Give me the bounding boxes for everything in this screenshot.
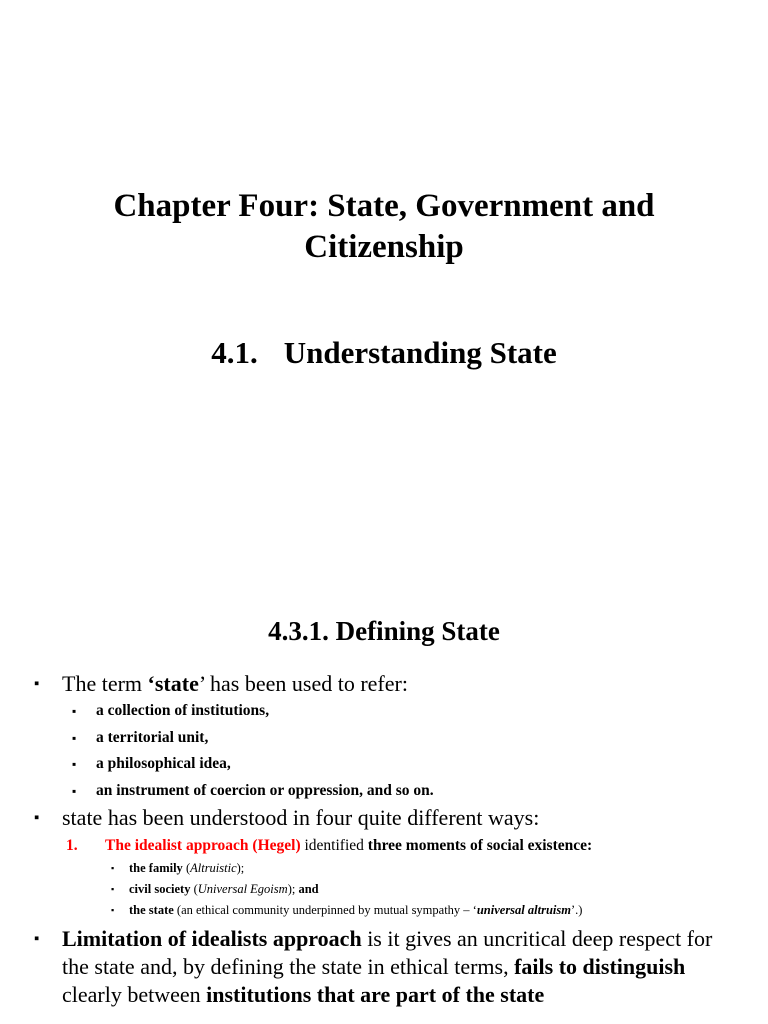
item-text-bold: three moments of social existence: — [367, 837, 593, 854]
square-bullet-icon: ▪ — [34, 676, 40, 692]
square-bullet-icon: ▪ — [111, 884, 115, 894]
slide-chapter-title — [0, 0, 768, 500]
sub-bullet-item — [0, 778, 768, 805]
square-bullet-icon: ▪ — [72, 783, 77, 798]
section-title-text: Understanding State — [283, 335, 557, 370]
bullet-four-ways — [0, 804, 768, 832]
slide-content — [0, 670, 768, 1009]
slide-defining-state — [0, 560, 768, 1024]
bullet-limitation — [0, 925, 768, 1009]
moment-description: (an ethical community underpinned by mutual sympathy – ‘ — [173, 903, 477, 917]
square-bullet-icon: ▪ — [72, 730, 77, 745]
moment-label: the state — [129, 903, 174, 917]
section-number: 4.1. — [211, 335, 258, 370]
sub-bullet-item — [0, 725, 768, 752]
item-number: 1. — [66, 837, 78, 854]
moment-label: the family — [129, 861, 183, 875]
sub-bullet-text: a territorial unit, — [96, 728, 209, 746]
moment-state — [0, 900, 768, 921]
bullet-term-state — [0, 670, 768, 698]
chapter-title: Chapter Four: State, Government and Citizenship — [113, 188, 655, 265]
moment-civil-society — [0, 879, 768, 900]
moment-label: civil society — [129, 882, 191, 896]
moment-description: ’.) — [570, 903, 583, 917]
sub-bullet-text: a philosophical idea, — [96, 755, 231, 772]
sub-bullet-text: an instrument of coercion or oppression, and so on. — [96, 781, 434, 799]
moment-term: Altruistic — [190, 861, 237, 875]
square-bullet-icon: ▪ — [72, 757, 77, 771]
moment-term: Universal Egoism — [197, 882, 288, 896]
numbered-item-idealist — [0, 834, 768, 858]
bold-phrase: fails to distinguish — [514, 954, 686, 979]
paren: ( — [182, 861, 191, 875]
sub-bullet-text: a collection of institutions, — [96, 702, 270, 719]
idealist-approach-label: The idealist approach (Hegel) — [105, 837, 301, 854]
moment-and: and — [298, 882, 319, 896]
square-bullet-icon: ▪ — [111, 863, 115, 873]
bullet-text: is it gives an uncritical deep respect for the state and, by defining the state in ethical terms, — [62, 926, 713, 979]
bullet-text: The term — [62, 671, 148, 696]
sub-bullet-item — [0, 698, 768, 725]
square-bullet-icon: ▪ — [34, 931, 40, 947]
square-bullet-icon: ▪ — [72, 704, 77, 718]
bullet-text: clearly between — [62, 982, 207, 1007]
paren: ); — [287, 882, 299, 896]
bold-phrase: institutions that are part of the state — [206, 982, 545, 1007]
paren: ( — [190, 882, 198, 896]
square-bullet-icon: ▪ — [111, 905, 115, 915]
square-bullet-icon: ▪ — [34, 810, 40, 826]
bullet-text: has been used to refer: — [204, 671, 408, 696]
subsection-title: 4.3.1. Defining State — [268, 616, 500, 646]
bullet-text: state has been understood in four quite different ways: — [62, 805, 540, 830]
sub-bullet-item — [0, 751, 768, 778]
quote-close: ’ — [198, 671, 205, 696]
moment-term: universal altruism — [476, 903, 571, 917]
term-state: ‘state — [147, 671, 199, 696]
moment-family — [0, 858, 768, 879]
section-title — [40, 334, 728, 372]
limitation-label: Limitation of idealists approach — [62, 926, 362, 951]
paren: ); — [236, 861, 245, 875]
item-text: identified — [300, 837, 368, 854]
